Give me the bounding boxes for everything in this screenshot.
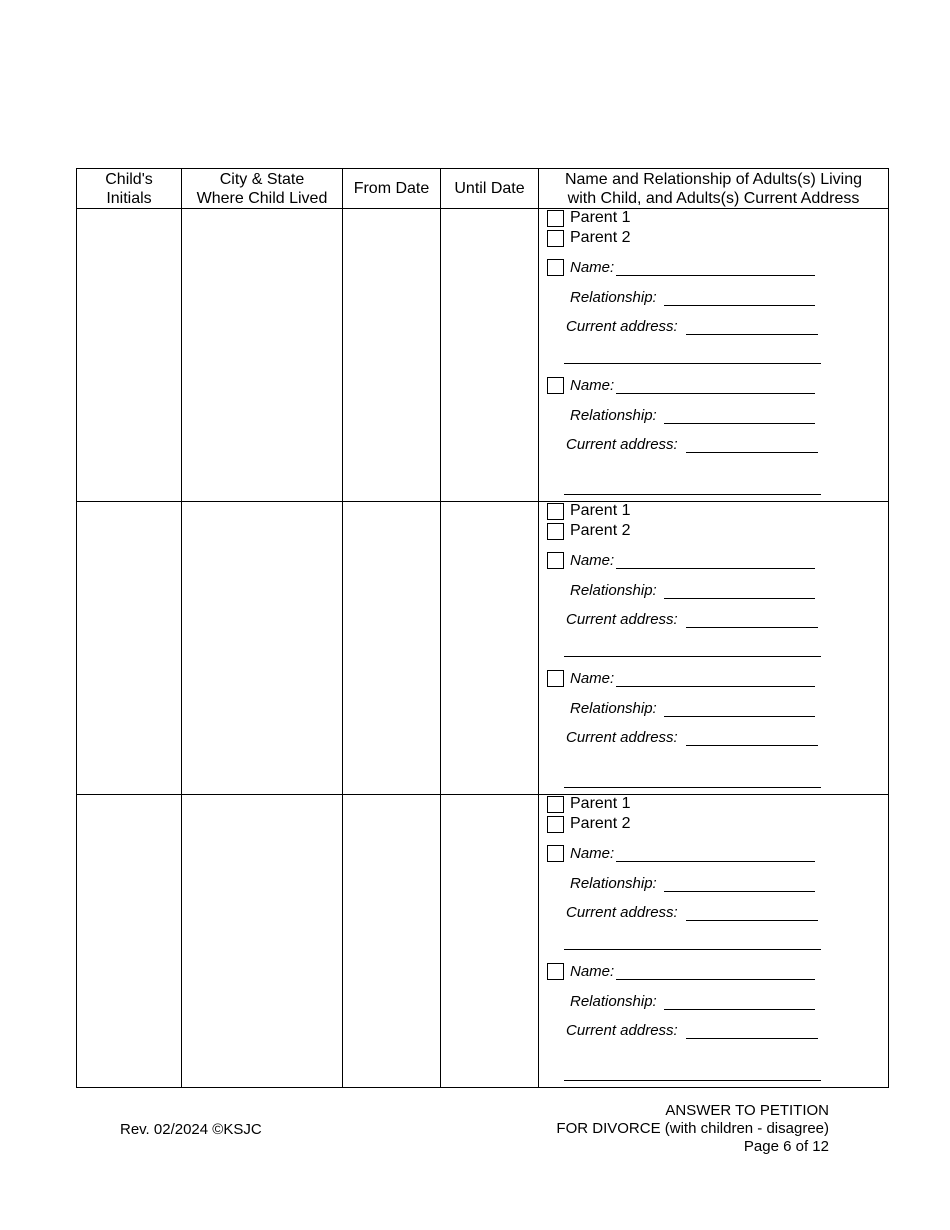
header-from-date: From Date [343,169,441,209]
adults-block [539,502,888,794]
name-label: Name: [570,259,615,276]
adults-block [539,209,888,501]
other-adult-checkbox[interactable] [547,845,564,862]
current-address-line-2[interactable] [564,787,821,788]
current-address-line[interactable] [686,452,818,453]
parent1-label: Parent 1 [570,209,631,226]
adults-block [539,795,888,1087]
parent1-checkbox[interactable] [547,210,564,227]
relationship-label: Relationship: [570,700,657,717]
relationship-line[interactable] [664,305,815,306]
name-label: Name: [570,670,615,687]
cell-until-date[interactable] [441,795,539,1088]
current-address-label: Current address: [566,729,678,746]
name-label: Name: [570,845,615,862]
relationship-line[interactable] [664,598,815,599]
cell-adults-living-with-child [539,795,889,1088]
parent2-checkbox[interactable] [547,816,564,833]
parent2-label: Parent 2 [570,522,631,539]
relationship-line[interactable] [664,1009,815,1010]
relationship-label: Relationship: [570,407,657,424]
cell-until-date[interactable] [441,209,539,502]
cell-city-state[interactable] [182,209,343,502]
header-childs-initials: Child's Initials [77,169,182,209]
current-address-line-2[interactable] [564,363,821,364]
cell-adults-living-with-child [539,209,889,502]
cell-childs-initials[interactable] [77,502,182,795]
parent1-checkbox[interactable] [547,503,564,520]
parent2-label: Parent 2 [570,815,631,832]
current-address-line[interactable] [686,627,818,628]
cell-from-date[interactable] [343,795,441,1088]
current-address-label: Current address: [566,318,678,335]
parent2-checkbox[interactable] [547,230,564,247]
relationship-line[interactable] [664,716,815,717]
relationship-label: Relationship: [570,582,657,599]
parent1-label: Parent 1 [570,502,631,519]
parent1-checkbox[interactable] [547,796,564,813]
footer-revision: Rev. 02/2024 ©KSJC [120,1121,262,1138]
name-label: Name: [570,963,615,980]
name-line[interactable] [616,686,815,687]
current-address-line[interactable] [686,334,818,335]
relationship-line[interactable] [664,891,815,892]
cell-city-state[interactable] [182,502,343,795]
table-row [77,502,889,795]
other-adult-checkbox[interactable] [547,377,564,394]
other-adult-checkbox[interactable] [547,670,564,687]
current-address-line-2[interactable] [564,949,821,950]
relationship-label: Relationship: [570,289,657,306]
cell-adults-living-with-child [539,502,889,795]
current-address-label: Current address: [566,436,678,453]
other-adult-checkbox[interactable] [547,552,564,569]
table-header-row [77,169,889,209]
footer-form-title-line1: ANSWER TO PETITION [665,1102,829,1119]
relationship-label: Relationship: [570,875,657,892]
footer-form-info [556,1102,829,1156]
cell-until-date[interactable] [441,502,539,795]
name-line[interactable] [616,275,815,276]
current-address-line[interactable] [686,920,818,921]
parent2-label: Parent 2 [570,229,631,246]
cell-city-state[interactable] [182,795,343,1088]
name-label: Name: [570,377,615,394]
cell-from-date[interactable] [343,209,441,502]
footer-page-number: Page 6 of 12 [743,1138,829,1155]
header-adults-living-with-child: Name and Relationship of Adults(s) Living with Child, and Adults(s) Current Address [539,169,889,209]
current-address-line[interactable] [686,745,818,746]
current-address-line[interactable] [686,1038,818,1039]
footer-form-title-line2: FOR DIVORCE (with children - disagree) [556,1120,829,1137]
table-row [77,795,889,1088]
name-line[interactable] [616,393,815,394]
relationship-line[interactable] [664,423,815,424]
parent1-label: Parent 1 [570,795,631,812]
current-address-label: Current address: [566,611,678,628]
name-line[interactable] [616,568,815,569]
other-adult-checkbox[interactable] [547,963,564,980]
current-address-line-2[interactable] [564,494,821,495]
current-address-line-2[interactable] [564,656,821,657]
child-residence-table [76,168,889,1088]
cell-from-date[interactable] [343,502,441,795]
current-address-label: Current address: [566,1022,678,1039]
name-line[interactable] [616,979,815,980]
relationship-label: Relationship: [570,993,657,1010]
cell-childs-initials[interactable] [77,209,182,502]
parent2-checkbox[interactable] [547,523,564,540]
current-address-label: Current address: [566,904,678,921]
header-until-date: Until Date [441,169,539,209]
cell-childs-initials[interactable] [77,795,182,1088]
other-adult-checkbox[interactable] [547,259,564,276]
current-address-line-2[interactable] [564,1080,821,1081]
name-line[interactable] [616,861,815,862]
name-label: Name: [570,552,615,569]
header-city-state: City & State Where Child Lived [182,169,343,209]
table-row [77,209,889,502]
